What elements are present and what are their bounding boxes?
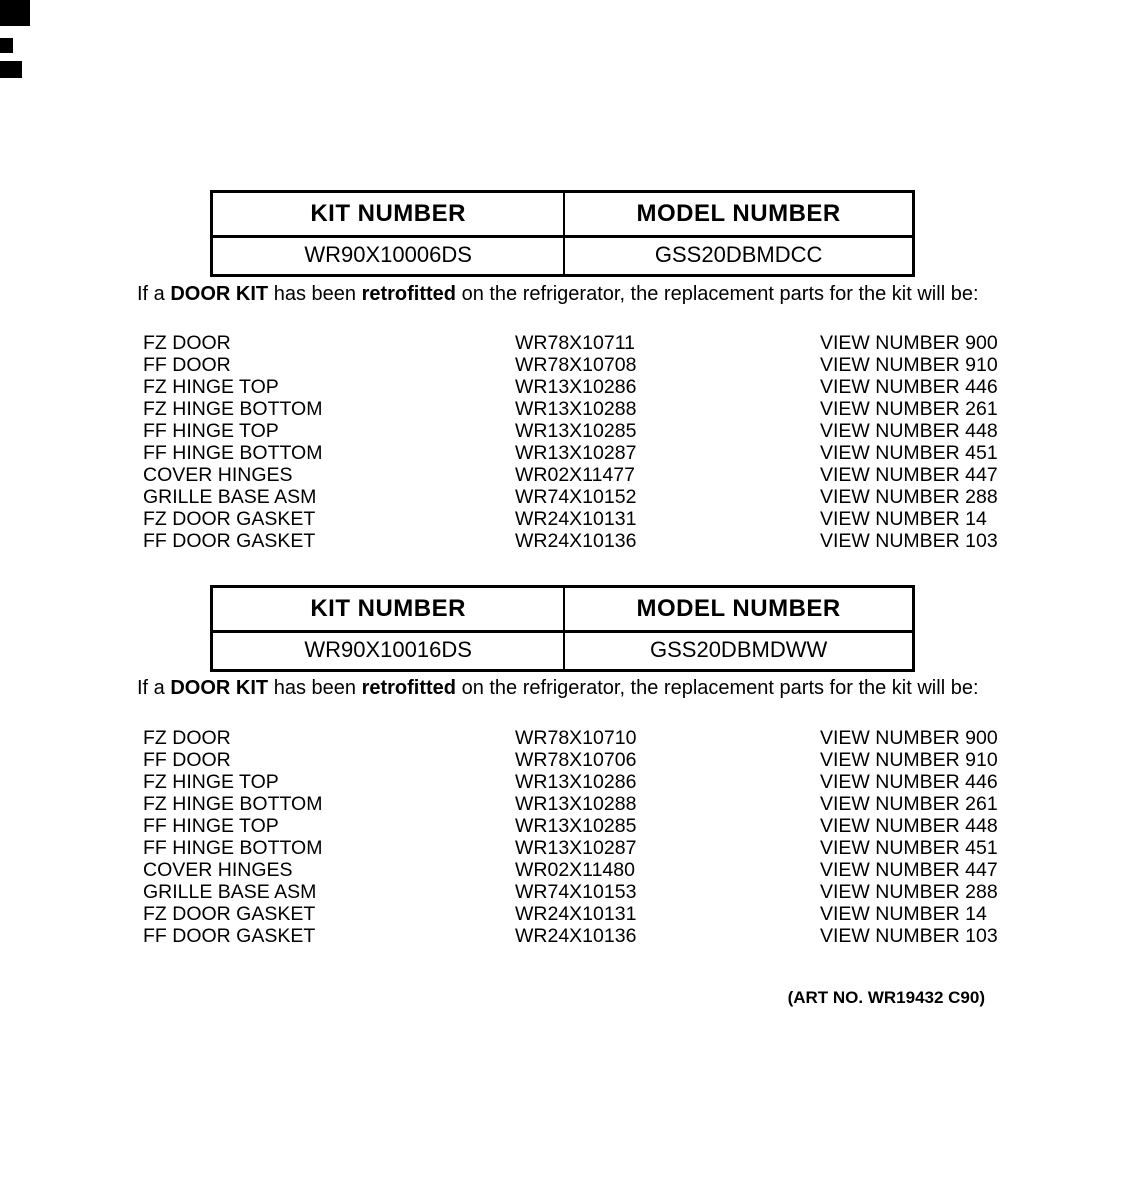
part-view-number: VIEW NUMBER 900 xyxy=(820,727,998,749)
notice-2-bold-retrofitted: retrofitted xyxy=(361,677,457,699)
part-row xyxy=(143,749,998,771)
part-row xyxy=(143,903,998,925)
notice-1-text-c: on the refrigerator, the replacement parts for the kit will be: xyxy=(456,283,979,305)
part-name: COVER HINGES xyxy=(143,859,293,881)
part-view-number: VIEW NUMBER 448 xyxy=(820,420,998,442)
part-view-number: VIEW NUMBER 900 xyxy=(820,332,998,354)
part-name: GRILLE BASE ASM xyxy=(143,881,317,903)
part-name: FF HINGE BOTTOM xyxy=(143,442,323,464)
part-name: FZ DOOR xyxy=(143,727,231,749)
part-number: WR13X10288 xyxy=(515,398,637,420)
part-number: WR02X11477 xyxy=(515,464,635,486)
parts-list-2 xyxy=(143,727,998,947)
kit-table-2-value-row xyxy=(213,633,912,669)
part-number: WR24X10136 xyxy=(515,925,637,947)
part-name: FF DOOR GASKET xyxy=(143,530,316,552)
part-row xyxy=(143,508,998,530)
notice-2-bold-door-kit: DOOR KIT xyxy=(170,677,269,699)
part-name: FF DOOR xyxy=(143,749,231,771)
kit-number-value-1: WR90X10006DS xyxy=(213,238,565,274)
part-view-number: VIEW NUMBER 261 xyxy=(820,398,998,420)
art-number-note: (ART NO. WR19432 C90) xyxy=(787,988,985,1007)
part-name: FZ HINGE BOTTOM xyxy=(143,793,323,815)
part-view-number: VIEW NUMBER 103 xyxy=(820,530,998,552)
part-row xyxy=(143,859,998,881)
kit-model-table-1 xyxy=(210,190,915,277)
kit-number-header-1: KIT NUMBER xyxy=(213,193,565,235)
parts-list-1 xyxy=(143,332,998,552)
part-row xyxy=(143,332,998,354)
model-number-header-1: MODEL NUMBER xyxy=(636,200,841,227)
part-number: WR24X10131 xyxy=(515,903,637,925)
part-view-number: VIEW NUMBER 288 xyxy=(820,486,998,508)
kit-number-header-2: KIT NUMBER xyxy=(213,588,565,630)
notice-2-text-c: on the refrigerator, the replacement parts for the kit will be: xyxy=(456,677,979,699)
part-view-number: VIEW NUMBER 446 xyxy=(820,771,998,793)
scan-artifact-1 xyxy=(0,0,30,26)
part-row xyxy=(143,442,998,464)
part-name: FF HINGE TOP xyxy=(143,420,279,442)
part-number: WR24X10136 xyxy=(515,530,637,552)
part-view-number: VIEW NUMBER 103 xyxy=(820,925,998,947)
part-number: WR78X10711 xyxy=(515,332,635,354)
part-view-number: VIEW NUMBER 14 xyxy=(820,903,987,925)
notice-2-text-a: If a xyxy=(137,677,171,699)
part-row xyxy=(143,815,998,837)
model-number-value-1: GSS20DBMDCC xyxy=(654,242,823,267)
part-row xyxy=(143,354,998,376)
model-number-value-2: GSS20DBMDWW xyxy=(650,637,828,662)
part-number: WR13X10286 xyxy=(515,376,637,398)
scan-artifact-2 xyxy=(0,38,13,53)
notice-1-bold-retrofitted: retrofitted xyxy=(361,283,457,305)
notice-1-bold-door-kit: DOOR KIT xyxy=(170,283,269,305)
part-number: WR13X10287 xyxy=(515,837,637,859)
part-view-number: VIEW NUMBER 446 xyxy=(820,376,998,398)
part-number: WR74X10152 xyxy=(515,486,637,508)
scan-artifact-3 xyxy=(0,61,22,78)
part-name: FZ DOOR GASKET xyxy=(143,508,316,530)
part-number: WR13X10285 xyxy=(515,420,637,442)
part-name: FZ DOOR GASKET xyxy=(143,903,316,925)
part-view-number: VIEW NUMBER 451 xyxy=(820,837,998,859)
part-name: GRILLE BASE ASM xyxy=(143,486,317,508)
part-number: WR13X10286 xyxy=(515,771,637,793)
part-row xyxy=(143,793,998,815)
part-view-number: VIEW NUMBER 910 xyxy=(820,354,998,376)
part-name: FZ HINGE TOP xyxy=(143,376,279,398)
part-row xyxy=(143,837,998,859)
part-row xyxy=(143,420,998,442)
part-number: WR13X10285 xyxy=(515,815,637,837)
part-number: WR02X11480 xyxy=(515,859,635,881)
part-number: WR74X10153 xyxy=(515,881,637,903)
part-row xyxy=(143,376,998,398)
part-row xyxy=(143,530,998,552)
part-name: FF HINGE BOTTOM xyxy=(143,837,323,859)
part-row xyxy=(143,464,998,486)
part-name: FF DOOR xyxy=(143,354,231,376)
part-number: WR78X10710 xyxy=(515,727,637,749)
part-name: FZ HINGE TOP xyxy=(143,771,279,793)
part-number: WR24X10131 xyxy=(515,508,637,530)
part-name: COVER HINGES xyxy=(143,464,293,486)
part-row xyxy=(143,486,998,508)
part-view-number: VIEW NUMBER 288 xyxy=(820,881,998,903)
retrofit-notice-2 xyxy=(137,676,979,700)
part-number: WR13X10288 xyxy=(515,793,637,815)
kit-number-value-2: WR90X10016DS xyxy=(213,633,565,669)
part-row xyxy=(143,727,998,749)
retrofit-notice-1 xyxy=(137,282,979,306)
part-view-number: VIEW NUMBER 14 xyxy=(820,508,987,530)
part-view-number: VIEW NUMBER 451 xyxy=(820,442,998,464)
part-name: FZ HINGE BOTTOM xyxy=(143,398,323,420)
part-name: FF DOOR GASKET xyxy=(143,925,316,947)
part-view-number: VIEW NUMBER 261 xyxy=(820,793,998,815)
part-name: FZ DOOR xyxy=(143,332,231,354)
part-view-number: VIEW NUMBER 447 xyxy=(820,859,998,881)
part-number: WR13X10287 xyxy=(515,442,637,464)
part-view-number: VIEW NUMBER 910 xyxy=(820,749,998,771)
kit-model-table-2 xyxy=(210,585,915,672)
model-number-header-2: MODEL NUMBER xyxy=(636,595,841,622)
part-row xyxy=(143,881,998,903)
kit-table-1-header-row xyxy=(213,193,912,238)
part-row xyxy=(143,925,998,947)
notice-1-text-b: has been xyxy=(268,283,362,305)
part-number: WR78X10708 xyxy=(515,354,637,376)
part-number: WR78X10706 xyxy=(515,749,637,771)
notice-2-text-b: has been xyxy=(268,677,362,699)
notice-1-text-a: If a xyxy=(137,283,171,305)
part-name: FF HINGE TOP xyxy=(143,815,279,837)
kit-table-1-value-row xyxy=(213,238,912,274)
kit-table-2-header-row xyxy=(213,588,912,633)
part-view-number: VIEW NUMBER 447 xyxy=(820,464,998,486)
part-row xyxy=(143,398,998,420)
part-view-number: VIEW NUMBER 448 xyxy=(820,815,998,837)
part-row xyxy=(143,771,998,793)
